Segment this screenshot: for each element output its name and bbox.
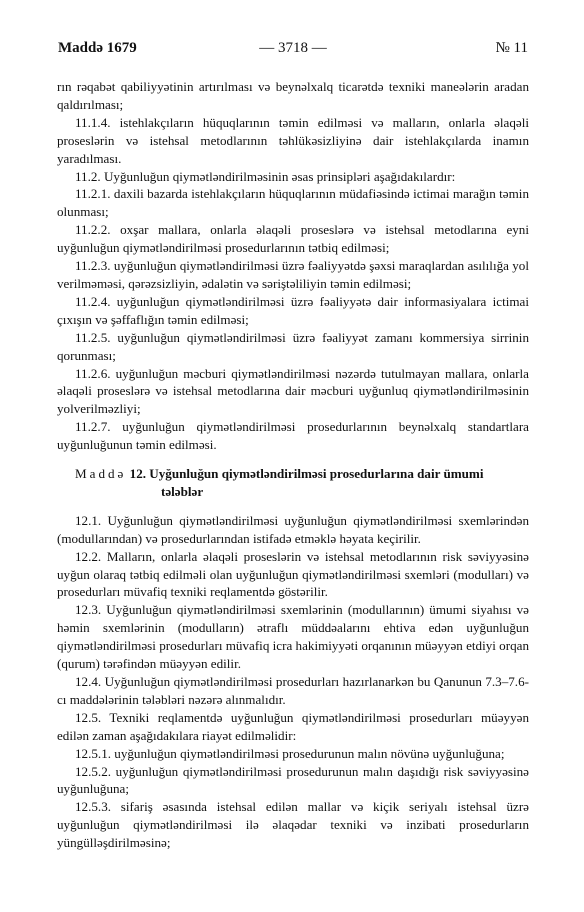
paragraph: 12.5.2. uyğunluğun qiymətləndirilməsi prosedurunun malın daşıdığı risk səviyyəsinə uyğunluğuna; [57, 763, 529, 797]
paragraph: 11.2.4. uyğunluğun qiymətləndirilməsi üzrə fəaliyyətə dair informasiyalara ictimai çıxışın və şəffaflığın təmin edilməsi; [57, 293, 529, 327]
paragraph: 12.2. Malların, onlarla əlaqəli proseslərin və istehsal metodlarının risk səviyyəsinə uyğun olaraq tətbiq edilməli olan uyğunluğun qiymətləndirilməsi sxemləri (modulları) və prosedurları müvafiq texniki reqlamentdə göstərilir. [57, 548, 529, 600]
paragraph: 12.5. Texniki reqlamentdə uyğunluğun qiymətləndirilməsi prosedurları müəyyən edilən zaman aşağıdakılara riayət edilməlidir: [57, 709, 529, 743]
article-title: 12. Uyğunluğun qiymətləndirilməsi prosedurlarına dair ümumi [129, 466, 484, 482]
article-word: Maddə [75, 466, 127, 482]
paragraph: 11.2.6. uyğunluğun məcburi qiymətləndirilməsi nəzərdə tutulmayan mallara, onlarla əlaqəli proseslərə və istehsal metodlarına dair məcburi uyğunluq qiymətləndirilməsinin yolverilməzliyi; [57, 365, 529, 417]
paragraph: 12.4. Uyğunluğun qiymətləndirilməsi prosedurları hazırlanarkən bu Qanunun 7.3–7.6-cı maddələrinin tələbləri nəzərə alınmalıdır. [57, 674, 529, 707]
paragraph: 11.2.7. uyğunluğun qiymətləndirilməsi prosedurlarının beynəlxalq standartlara uyğunluğunun təmin edilməsi. [57, 419, 529, 453]
paragraph: 11.1.4. istehlakçıların hüquqlarının təmin edilməsi və malların, onlarla əlaqəli proseslərin və istehsal metodlarının təhlükəsizliyinə dair istehlakçılarda inamın yaradılması. [57, 114, 529, 166]
page-header [58, 40, 528, 60]
paragraph: 11.2.2. oxşar mallara, onlarla əlaqəli proseslərə və istehsal metodlarına eyni uyğunluğun qiymətləndirilməsi prosedurlarının tətbiq edilməsi; [57, 222, 529, 256]
paragraph: 12.5.1. uyğunluğun qiymətləndirilməsi prosedurunun malın növünə uyğunluğuna; [75, 745, 505, 761]
article-number-header: Maddə 1679 [58, 40, 137, 56]
paragraph: 12.5.3. sifariş əsasında istehsal edilən mallar və kiçik seriyalı istehsal üzrə uyğunluğun qiymətləndirilməsi ilə əlaqədar texniki və inzibati prosedurların yüngülləşdirilməsinə; [57, 799, 529, 851]
paragraph: rın rəqabət qabiliyyətinin artırılması və beynəlxalq ticarətdə texniki maneələrin aradan qaldırılması; [57, 79, 529, 112]
article-heading [57, 465, 529, 501]
paragraph: 12.1. Uyğunluğun qiymətləndirilməsi uyğunluğun qiymətləndirilməsi sxemlərindən (modullarından) və prosedurlarından istifadə etməklə həyata keçirilir. [57, 512, 529, 546]
paragraph: 11.2.3. uyğunluğun qiymətləndirilməsi üzrə fəaliyyətdə şəxsi maraqlardan asılılığa yol verilməməsi, qərəzsizliyin, ədalətin və səriştəliliyin təmin edilməsi; [57, 258, 529, 291]
paragraph: 12.3. Uyğunluğun qiymətləndirilməsi sxemlərinin (modullarının) ümumi siyahısı və həmin sxemlərinin (modulların) ətraflı müddəalarını ehtiva edən uyğunluğun qiymətləndirilməsi prosedurları müvafiq icra hakimiyyəti orqanının müəyyən etdiyi orqan (qurum) tərəfindən müəyyən edilir. [57, 602, 529, 672]
issue-number: № 11 [495, 40, 528, 56]
paragraph: 11.2. Uyğunluğun qiymətləndirilməsinin əsas prinsipləri aşağıdakılardır: [75, 168, 456, 184]
paragraph: 11.2.5. uyğunluğun qiymətləndirilməsi üzrə fəaliyyət zamanı kommersiya sirrinin qorunması; [57, 329, 529, 363]
article-title-continuation: tələblər [161, 483, 204, 499]
paragraph: 11.2.1. daxili bazarda istehlakçıların hüquqlarının müdafiəsində ictimai marağın təmin olunması; [57, 186, 529, 220]
page-number: — 3718 — [259, 40, 327, 56]
document-body [57, 78, 529, 852]
